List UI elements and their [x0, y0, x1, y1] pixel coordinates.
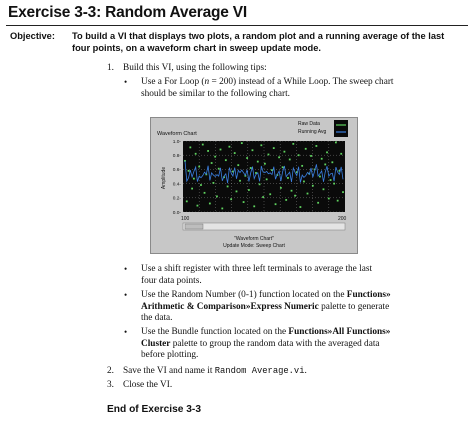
raw-data-point: [230, 198, 232, 200]
raw-data-point: [289, 159, 291, 161]
raw-data-point: [204, 192, 206, 194]
raw-data-point: [285, 199, 287, 201]
bullet-1-text-b: = 200) instead of a While Loop. The sweep chart: [209, 77, 394, 87]
legend-swatch-box: [334, 120, 348, 137]
raw-data-point: [291, 190, 293, 192]
raw-data-point: [250, 167, 252, 169]
raw-data-point: [234, 152, 236, 154]
raw-data-point: [324, 164, 326, 166]
chart-title: Waveform Chart: [157, 131, 197, 137]
legend-avg-label: Running Avg: [298, 129, 327, 135]
raw-data-point: [252, 149, 254, 151]
raw-data-point: [220, 149, 222, 151]
raw-data-point: [278, 156, 280, 158]
raw-data-point: [248, 189, 250, 191]
bullet-4-marker: •: [124, 327, 128, 337]
raw-data-point: [292, 143, 294, 145]
chart-scrollbar[interactable]: [183, 223, 345, 230]
bullet-4-line1a: Use the Bundle function located on the: [141, 327, 289, 337]
raw-data-point: [328, 198, 330, 200]
bullet-1-line2: should be similar to the following chart.: [141, 88, 290, 99]
bullet-3-line2b: Arithmetic & Comparison»Express Numeric: [141, 301, 319, 312]
raw-data-point: [275, 203, 277, 205]
y-tick-label: 0.0-: [172, 210, 181, 216]
objective-text: To build a VI that displays two plots, a random plot and a running average of the last four points, on a waveform chart in sweep update mode.: [72, 31, 445, 53]
bullet-4: [141, 327, 466, 362]
raw-data-point: [200, 184, 202, 186]
step-1-number: 1.: [107, 63, 114, 73]
raw-data-point: [335, 142, 337, 144]
x-tick-100: 100: [181, 216, 190, 222]
raw-data-point: [337, 200, 339, 202]
x-tick-200: 200: [338, 216, 347, 222]
end-heading: End of Exercise 3-3: [107, 404, 201, 415]
raw-data-point: [342, 191, 344, 193]
raw-data-point: [209, 203, 211, 205]
raw-data-point: [193, 178, 195, 180]
legend-raw-label: Raw Data: [298, 121, 320, 127]
page-title: Exercise 3-3: Random Average VI: [8, 4, 248, 21]
bullet-3-line3: the data.: [141, 313, 173, 323]
raw-data-point: [307, 193, 309, 195]
raw-data-point: [268, 154, 270, 156]
y-tick-label: 0.6-: [172, 168, 181, 174]
raw-data-point: [237, 164, 239, 166]
raw-data-point: [330, 179, 332, 181]
raw-data-point: [198, 166, 200, 168]
raw-data-point: [227, 186, 229, 188]
raw-data-point: [266, 178, 268, 180]
chart-scrollbar-thumb[interactable]: [185, 224, 203, 229]
step-2-filename: Random Average.vi: [214, 366, 305, 376]
raw-data-point: [225, 159, 227, 161]
bullet-2-line2: four data points.: [141, 275, 202, 286]
step-3-number: 3.: [107, 380, 114, 390]
raw-data-point: [269, 193, 271, 195]
raw-data-point: [202, 144, 204, 146]
step-3-text: Close the VI.: [123, 380, 173, 390]
raw-data-point: [211, 162, 213, 164]
step-2-text-a: Save the VI and name it: [123, 366, 215, 376]
bullet-4-line3: before plotting.: [141, 350, 199, 360]
bullet-4-line2a: palette to group the random data with the averaged data: [170, 338, 380, 349]
bullet-3-line1b: Functions»: [346, 290, 391, 300]
y-tick-label: 1.0-: [172, 139, 181, 145]
title-divider: [6, 25, 468, 26]
raw-data-point: [312, 185, 314, 187]
raw-data-point: [197, 205, 199, 207]
step-2: [123, 366, 307, 378]
raw-data-point: [260, 144, 262, 146]
raw-data-point: [333, 183, 335, 185]
raw-data-point: [214, 156, 216, 158]
raw-data-point: [273, 147, 275, 149]
bullet-1: [141, 77, 461, 100]
raw-data-point: [246, 157, 248, 159]
bullet-3-line2a: palette to generate: [318, 301, 390, 312]
raw-data-point: [236, 191, 238, 193]
bullet-3-marker: •: [124, 290, 128, 300]
raw-data-point: [188, 170, 190, 172]
raw-data-point: [326, 151, 328, 153]
raw-data-point: [264, 163, 266, 165]
chart-caption-name: "Waveform Chart": [234, 236, 274, 242]
bullet-1-italic: n: [204, 77, 210, 87]
raw-data-point: [239, 180, 241, 182]
raw-data-point: [284, 151, 286, 153]
bullet-1-text-a: Use a For Loop (: [141, 77, 205, 87]
bullet-4-line2b: Cluster: [141, 338, 171, 349]
raw-data-point: [280, 187, 282, 189]
raw-data-point: [189, 146, 191, 148]
raw-data-point: [303, 181, 305, 183]
raw-data-point: [310, 155, 312, 157]
y-axis-label: Amplitude: [161, 166, 167, 190]
raw-data-point: [218, 168, 220, 170]
raw-data-point: [331, 161, 333, 163]
raw-data-point: [228, 146, 230, 148]
raw-data-point: [191, 188, 193, 190]
waveform-chart: [151, 118, 357, 253]
raw-data-point: [282, 166, 284, 168]
objective-label: Objective:: [10, 31, 55, 41]
raw-data-point: [241, 142, 243, 144]
bullet-2: [141, 264, 461, 287]
step-2-number: 2.: [107, 366, 114, 376]
raw-data-point: [262, 196, 264, 198]
raw-data-point: [317, 202, 319, 204]
raw-data-point: [321, 158, 323, 160]
raw-data-point: [243, 201, 245, 203]
raw-data-point: [195, 153, 197, 155]
bullet-2-line1: Use a shift register with three left terminals to average the last: [141, 264, 373, 274]
raw-data-point: [299, 206, 301, 208]
raw-data-point: [207, 150, 209, 152]
raw-data-point: [340, 153, 342, 155]
raw-data-point: [221, 208, 223, 210]
raw-data-point: [253, 205, 255, 207]
raw-data-point: [323, 188, 325, 190]
bullet-1-marker: •: [124, 77, 128, 87]
step-1-text: Build this VI, using the following tips:: [123, 63, 267, 73]
raw-data-point: [287, 177, 289, 179]
raw-data-point: [294, 195, 296, 197]
bullet-3: [141, 290, 466, 325]
raw-data-point: [257, 161, 259, 163]
waveform-chart-figure: [150, 117, 358, 254]
raw-data-point: [186, 200, 188, 202]
bullet-3-line1a: Use the Random Number (0-1) function located on the: [141, 290, 347, 300]
bullet-4-line1b: Functions»All Functions»: [288, 327, 391, 337]
raw-data-point: [298, 154, 300, 156]
raw-data-point: [213, 182, 215, 184]
y-tick-label: 0.4-: [172, 182, 181, 188]
raw-data-point: [305, 148, 307, 150]
raw-data-point: [315, 145, 317, 147]
raw-data-point: [216, 195, 218, 197]
raw-data-point: [259, 183, 261, 185]
step-2-text-b: .: [304, 366, 307, 376]
raw-data-point: [319, 176, 321, 178]
y-tick-label: 0.2-: [172, 196, 181, 202]
y-tick-label: 0.8-: [172, 154, 181, 159]
chart-caption-mode: Update Mode: Sweep Chart: [223, 243, 285, 249]
y-tick-labels: [173, 139, 182, 216]
bullet-2-marker: •: [124, 264, 128, 274]
raw-data-point: [301, 165, 303, 167]
